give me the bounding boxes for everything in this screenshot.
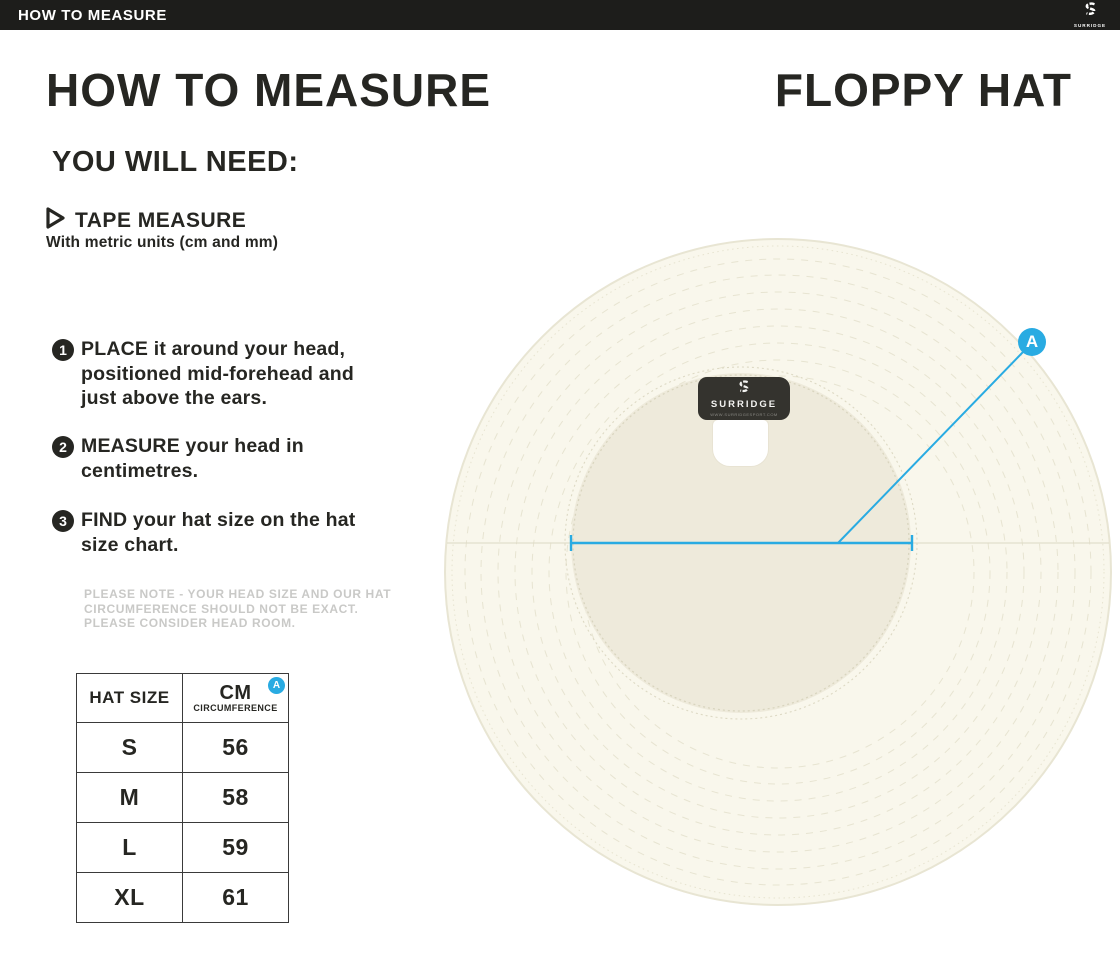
you-will-need-heading: YOU WILL NEED: <box>52 146 299 178</box>
tape-measure-note: With metric units (cm and mm) <box>46 234 279 251</box>
label-url-text: WWW.SURRIDGESPORT.COM <box>710 412 778 417</box>
cm-header-label: CM <box>219 681 252 704</box>
size-cell-s: S <box>77 723 183 773</box>
step-2-line-1: MEASURE your head in <box>81 435 304 457</box>
note-line-1: PLEASE NOTE - YOUR HEAD SIZE AND OUR HAT <box>84 587 392 601</box>
measurement-a-marker: A <box>1018 328 1046 356</box>
size-cell-xl: XL <box>77 873 183 923</box>
label-s-icon <box>738 380 750 399</box>
step-1-line-3: just above the ears. <box>81 387 268 409</box>
top-bar-title: HOW TO MEASURE <box>18 6 167 24</box>
cm-cell-s: 56 <box>183 723 289 773</box>
step-2-line-2: centimetres. <box>81 459 199 482</box>
cm-cell-xl: 61 <box>183 873 289 923</box>
step-1-line-2: positioned mid-forehead and <box>81 362 354 385</box>
circumference-header-label: CIRCUMFERENCE <box>193 702 278 713</box>
step-3-line-2: size chart. <box>81 533 179 556</box>
step-3-line-1: FIND your hat size on the hat <box>81 509 356 531</box>
tape-measure-label: TAPE MEASURE <box>75 208 247 232</box>
size-cell-m: M <box>77 773 183 823</box>
note-line-2: CIRCUMFERENCE SHOULD NOT BE EXACT. <box>84 601 359 616</box>
hat-brand-label <box>698 377 790 420</box>
step-3-number-badge: 3 <box>52 510 74 532</box>
step-1-line-1: PLACE it around your head, <box>81 338 346 360</box>
product-title: FLOPPY HAT <box>774 64 1072 116</box>
step-1-number-badge: 1 <box>52 339 74 361</box>
label-brand-text: SURRIDGE <box>710 399 778 410</box>
hat-size-header-label: HAT SIZE <box>89 688 170 707</box>
measurement-a-badge: A <box>268 677 285 694</box>
size-cell-l: L <box>77 823 183 873</box>
surridge-logo-text: SURRIDGE <box>1073 23 1107 28</box>
page-title: HOW TO MEASURE <box>46 64 492 116</box>
step-2-number-badge: 2 <box>52 436 74 458</box>
hat-inner-tag <box>713 420 768 466</box>
cm-cell-l: 59 <box>183 823 289 873</box>
cm-cell-m: 58 <box>183 773 289 823</box>
note-line-3: PLEASE CONSIDER HEAD ROOM. <box>84 616 296 630</box>
